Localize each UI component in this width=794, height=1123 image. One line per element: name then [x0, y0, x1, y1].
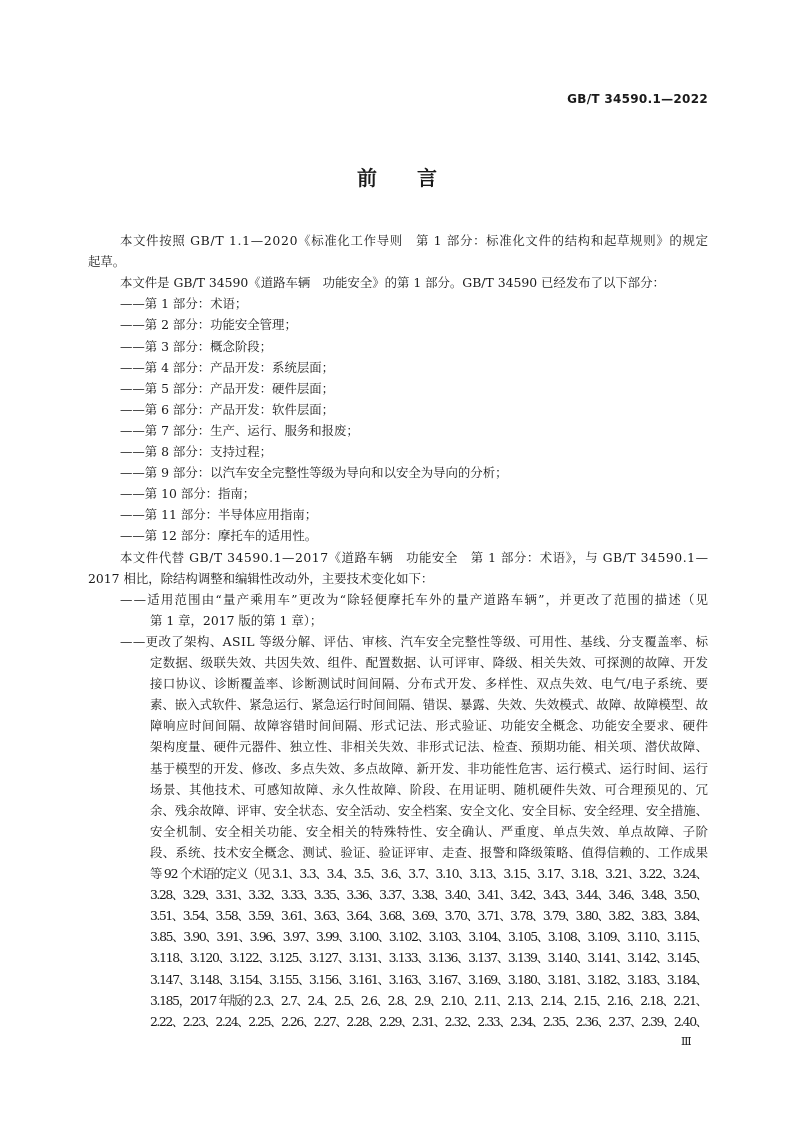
list-item-continuation: 3.147、3.148、3.154、3.155、3.156、3.161、3.163、3.167、3.169、3.180、3.181、3.182、3.183、3.184、	[150, 971, 707, 987]
list-item-continuation: 段、系统、技术安全概念、测试、验证、验证评审、走查、报警和降级策略、值得信赖的、工作成果	[150, 844, 709, 860]
list-item: ——更改了架构、ASIL 等级分解、评估、审核、汽车安全完整性等级、可用性、基线、分支覆盖率、标	[120, 633, 709, 649]
list-item-continuation: 3.185，2017 年版的 2.3、2.7、2.4、2.5、2.6、2.8、2.9、2.10、2.11、2.13、2.14、2.15、2.16、2.18、2.21、	[150, 992, 707, 1008]
list-item-continuation: 接口协议、诊断覆盖率、诊断测试时间间隔、分布式开发、多样性、双点失效、电气/电子系统、要	[150, 676, 709, 692]
list-item: ——第 5 部分：产品开发：硬件层面；	[120, 380, 335, 396]
list-item: ——适用范围由“量产乘用车”更改为“除轻便摩托车外的量产道路车辆”，并更改了范围的描述（见	[120, 591, 710, 607]
paragraph-line: 起草。	[88, 254, 126, 270]
list-item: ——第 7 部分：生产、运行、服务和报废；	[120, 422, 359, 438]
list-item-continuation: 3.118、3.120、3.122、3.125、3.127、3.131、3.133、3.136、3.137、3.139、3.140、3.141、3.142、3.145、	[150, 950, 707, 966]
list-item: ——第 10 部分：指南；	[120, 486, 256, 502]
list-item-continuation: 3.51、3.54、3.58、3.59、3.61、3.63、3.64、3.68、3.69、3.70、3.71、3.78、3.79、3.80、3.82、3.83、3.84、	[150, 908, 707, 924]
list-item-continuation: 素、嵌入式软件、紧急运行、紧急运行时间间隔、错误、暴露、失效、失效模式、故障、故障模型、故	[150, 697, 709, 713]
list-item: ——第 3 部分：概念阶段；	[120, 338, 273, 354]
list-item: ——第 9 部分：以汽车安全完整性等级为导向和以安全为导向的分析；	[120, 465, 508, 481]
list-item: ——第 8 部分：支持过程；	[120, 444, 273, 459]
paragraph-line: 本文件代替 GB/T 34590.1—2017《道路车辆 功能安全 第 1 部分：术语》，与 GB/T 34590.1—	[120, 549, 709, 565]
list-item: ——第 2 部分：功能安全管理；	[120, 317, 297, 333]
list-item-continuation: 余、残余故障、评审、安全状态、安全活动、安全档案、安全文化、安全目标、安全经理、安全措施、	[150, 802, 709, 818]
list-item-continuation: 基于模型的开发、修改、多点失效、多点故障、新开发、非功能性危害、运行模式、运行时间、运行	[150, 760, 709, 776]
list-item-continuation: 场景、其他技术、可感知故障、永久性故障、阶段、在用证明、随机硬件失效、可合理预见的、冗	[150, 781, 709, 797]
list-item: ——第 6 部分：产品开发：软件层面；	[120, 401, 335, 417]
standard-code: GB/T 34590.1—2022	[567, 92, 708, 106]
list-item-continuation: 安全机制、安全相关功能、安全相关的特殊特性、安全确认、严重度、单点失效、单点故障、子阶	[150, 823, 709, 839]
list-item-continuation: 障响应时间间隔、故障容错时间间隔、形式记法、形式验证、功能安全概念、功能安全要求、硬件	[150, 718, 709, 734]
page-title: 前 言	[357, 166, 437, 190]
list-item: ——第 4 部分：产品开发：系统层面；	[120, 359, 335, 375]
list-item-continuation: 3.28、3.29、3.31、3.32、3.33、3.35、3.36、3.37、3.38、3.40、3.41、3.42、3.43、3.44、3.46、3.48、3.50、	[150, 887, 707, 903]
paragraph-line: 本文件按照 GB/T 1.1—2020《标准化工作导则 第 1 部分：标准化文件的结构和起草规则》的规定	[120, 233, 709, 248]
list-item: ——第 12 部分：摩托车的适用性。	[120, 528, 318, 544]
list-item-continuation: 等 92 个术语的定义（见 3.1、3.3、3.4、3.5、3.6、3.7、3.10、3.13、3.15、3.17、3.18、3.21、3.22、3.24、	[150, 866, 707, 881]
page-number: Ⅲ	[681, 1035, 692, 1048]
list-item-continuation: 第 1 章，2017 版的第 1 章）；	[150, 612, 323, 628]
list-item-continuation: 架构度量、硬件元器件、独立性、非相关失效、非形式记法、检查、预期功能、相关项、潜伏故障、	[150, 739, 709, 755]
list-item: ——第 1 部分：术语；	[120, 296, 248, 312]
list-item-continuation: 2.22、2.23、2.24、2.25、2.26、2.27、2.28、2.29、2.31、2.32、2.33、2.34、2.35、2.36、2.37、2.39、2.40、	[150, 1013, 707, 1029]
paragraph-line: 2017 相比，除结构调整和编辑性改动外，主要技术变化如下：	[88, 570, 434, 586]
paragraph-line: 本文件是 GB/T 34590《道路车辆 功能安全》的第 1 部分。GB/T 34590 已经发布了以下部分：	[120, 275, 665, 291]
list-item-continuation: 定数据、级联失效、共因失效、组件、配置数据、认可评审、降级、相关失效、可探测的故障、开发	[150, 655, 709, 670]
list-item-continuation: 3.85、3.90、3.91、3.96、3.97、3.99、3.100、3.102、3.103、3.104、3.105、3.108、3.109、3.110、3.115、	[150, 929, 707, 945]
list-item: ——第 11 部分：半导体应用指南；	[120, 507, 318, 523]
